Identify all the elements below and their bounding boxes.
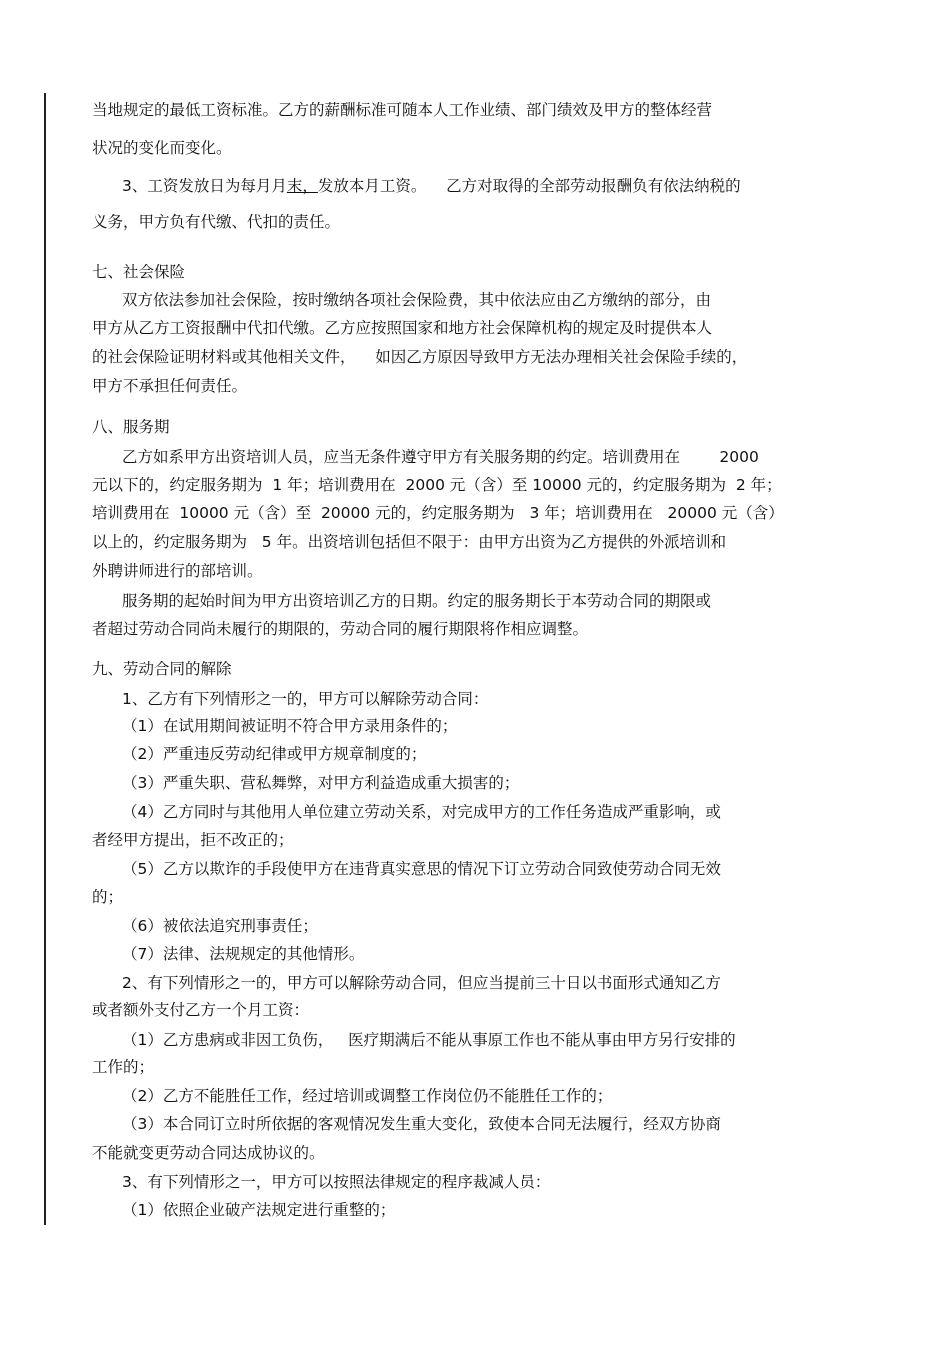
paragraph-line-indented: 1、乙方有下列情形之一的，甲方可以解除劳动合同： bbox=[122, 690, 489, 708]
paragraph-line-indented: （1）在试用期间被证明不符合甲方录用条件的； bbox=[122, 717, 458, 735]
paragraph-line: 者超过劳动合同尚未履行的期限的，劳动合同的履行期限将作相应调整。 bbox=[92, 620, 589, 638]
paragraph-line: 当地规定的最低工资标准。乙方的薪酬标准可随本人工作业绩、部门绩效及甲方的整体经营 bbox=[92, 101, 713, 119]
paragraph-line-indented bbox=[122, 176, 741, 196]
paragraph-line: 九、劳动合同的解除 bbox=[92, 660, 232, 678]
margin-rule bbox=[44, 93, 46, 1225]
paragraph-line: 的社会保险证明材料或其他相关文件， 如因乙方原因导致甲方无法办理相关社会保险手续的， bbox=[92, 348, 748, 366]
paragraph-line: 七、社会保险 bbox=[92, 263, 186, 281]
paragraph-line: 元以下的，约定服务期为 1 年；培训费用在 2000 元（含）至 10000 元的，约定服务期为 2 年； bbox=[92, 476, 782, 494]
paragraph-line: 者经甲方提出，拒不改正的； bbox=[92, 831, 294, 849]
paragraph-line: 八、服务期 bbox=[92, 418, 170, 436]
paragraph-line: 工作的； bbox=[92, 1058, 155, 1076]
paragraph-line: 甲方从乙方工资报酬中代扣代缴。乙方应按照国家和地方社会保障机构的规定及时提供本人 bbox=[92, 319, 713, 337]
paragraph-line-indented: 双方依法参加社会保险，按时缴纳各项社会保险费，其中依法应由乙方缴纳的部分，由 bbox=[122, 291, 712, 309]
paragraph-line-indented: （3）本合同订立时所依据的客观情况发生重大变化，致使本合同无法履行，经双方协商 bbox=[122, 1115, 721, 1133]
underlined-text: 末， bbox=[286, 177, 318, 195]
line-text: 3、工资发放日为每月月 bbox=[122, 177, 287, 195]
paragraph-line: 不能就变更劳动合同达成协议的。 bbox=[92, 1144, 325, 1162]
paragraph-line-indented: （1）乙方患病或非因工负伤， 医疗期满后不能从事原工作也不能从事由甲方另行安排的 bbox=[122, 1031, 736, 1049]
paragraph-line-indented: （1）依照企业破产法规定进行重整的； bbox=[122, 1201, 396, 1219]
line-text: 发放本月工资。 乙方对取得的全部劳动报酬负有依法纳税的 bbox=[317, 177, 741, 195]
paragraph-line-indented: 乙方如系甲方出资培训人员，应当无条件遵守甲方有关服务期的约定。培训费用在 2000 bbox=[122, 448, 759, 466]
paragraph-line-indented: （7）法律、法规规定的其他情形。 bbox=[122, 945, 365, 963]
paragraph-line: 义务，甲方负有代缴、代扣的责任。 bbox=[92, 213, 341, 231]
paragraph-line: 或者额外支付乙方一个月工资： bbox=[92, 1001, 310, 1019]
paragraph-line: 甲方不承担任何责任。 bbox=[92, 377, 248, 395]
paragraph-line-indented: （2）严重违反劳动纪律或甲方规章制度的； bbox=[122, 745, 427, 763]
paragraph-line: 培训费用在 10000 元（含）至 20000 元的，约定服务期为 3 年；培训费用在 20000 元（含） bbox=[92, 504, 784, 522]
paragraph-line: 的； bbox=[92, 888, 124, 906]
paragraph-line-indented: 2、有下列情形之一的，甲方可以解除劳动合同，但应当提前三十日以书面形式通知乙方 bbox=[122, 974, 721, 992]
paragraph-line: 以上的，约定服务期为 5 年。出资培训包括但不限于：由甲方出资为乙方提供的外派培训和 bbox=[92, 533, 727, 551]
paragraph-line-indented: 3、有下列情形之一，甲方可以按照法律规定的程序裁减人员： bbox=[122, 1173, 551, 1191]
paragraph-line-indented: 服务期的起始时间为甲方出资培训乙方的日期。约定的服务期长于本劳动合同的期限或 bbox=[122, 592, 712, 610]
paragraph-line-indented: （5）乙方以欺诈的手段使甲方在违背真实意思的情况下订立劳动合同致使劳动合同无效 bbox=[122, 860, 721, 878]
paragraph-line-indented: （6）被依法追究刑事责任； bbox=[122, 917, 318, 935]
paragraph-line-indented: （3）严重失职、营私舞弊，对甲方利益造成重大损害的； bbox=[122, 774, 520, 792]
paragraph-line: 外聘讲师进行的部培训。 bbox=[92, 562, 263, 580]
paragraph-line-indented: （4）乙方同时与其他用人单位建立劳动关系，对完成甲方的工作任务造成严重影响，或 bbox=[122, 803, 721, 821]
paragraph-line: 状况的变化而变化。 bbox=[92, 139, 232, 157]
paragraph-line-indented: （2）乙方不能胜任工作，经过培训或调整工作岗位仍不能胜任工作的； bbox=[122, 1087, 613, 1105]
